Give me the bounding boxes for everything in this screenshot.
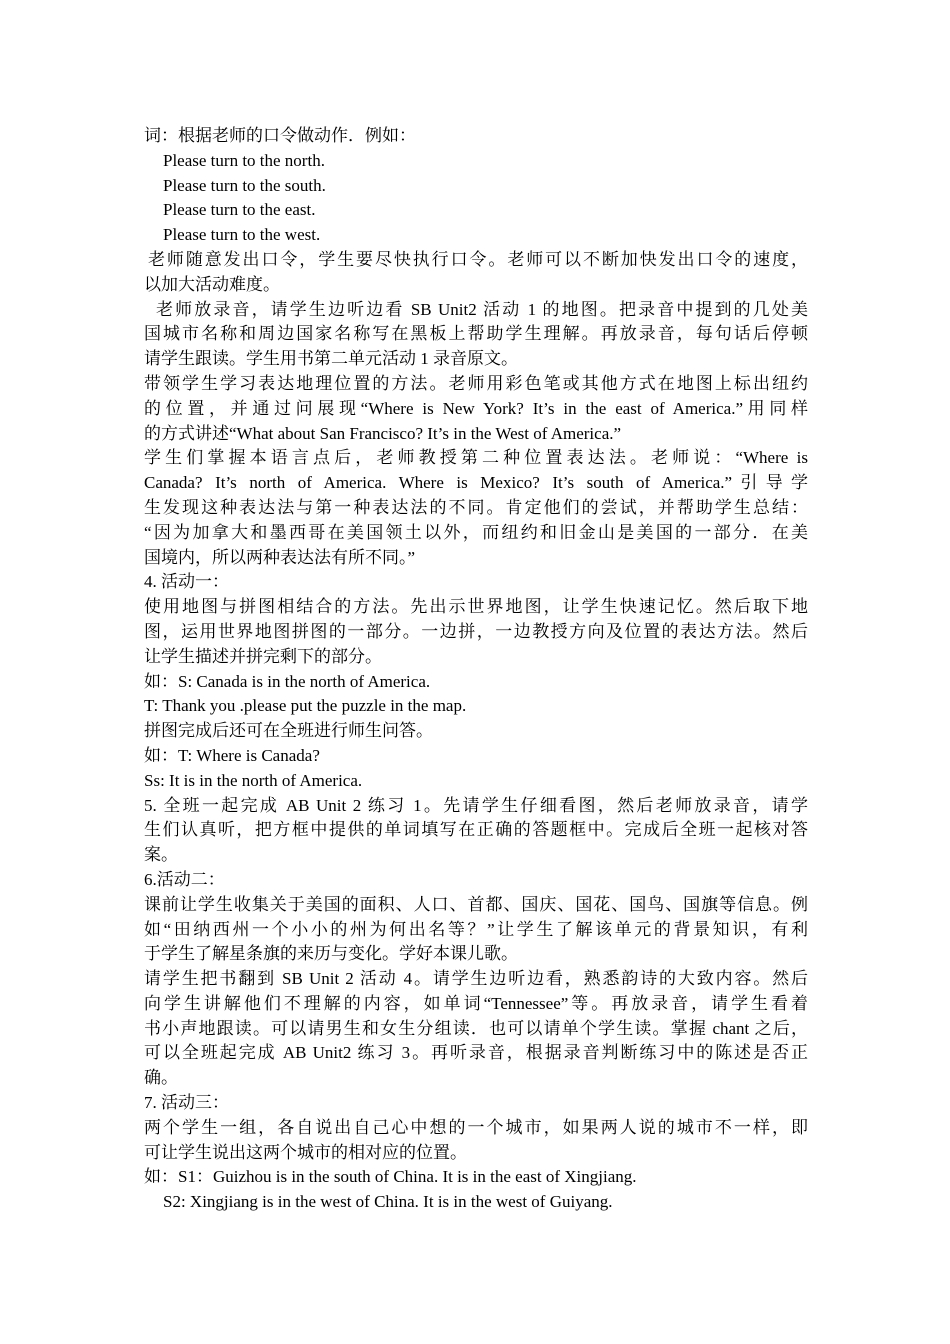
text-line: 国境内，所以两种表达法有所不同。”	[144, 547, 416, 567]
text-line: 生发现这种表达法与第一种表达法的不同。肯定他们的尝试，并帮助学生总结：	[144, 497, 808, 517]
text-line: 带领学生学习表达地理位置的方法。老师用彩色笔或其他方式在地图上标出纽约	[144, 373, 808, 393]
text-line: T: Thank you .please put the puzzle in the map.	[144, 696, 467, 716]
text-line: 确。	[144, 1068, 178, 1088]
text-line: Please turn to the east.	[163, 200, 316, 220]
text-line: 拼图完成后还可在全班进行师生问答。	[144, 721, 433, 741]
text-line: 课前让学生收集关于美国的面积、人口、首都、国庆、国花、国鸟、国旗等信息。例	[144, 894, 808, 914]
text-line: “因为加拿大和墨西哥在美国领土以外，而纽约和旧金山是美国的一部分．在美	[144, 522, 808, 542]
text-line: Please turn to the south.	[163, 175, 326, 195]
text-line: Canada? It’s north of America. Where is Mexico? It’s south of America.”引导学	[144, 473, 808, 493]
text-line: 书小声地跟读。可以请男生和女生分组读．也可以请单个学生读。掌握 chant 之后，	[144, 1018, 808, 1038]
section-heading: 6.活动二：	[144, 869, 225, 889]
text-line: 的方式讲述“What about San Francisco? It’s in the West of America.”	[144, 423, 622, 443]
text-line: 的位置，并通过问展现“Where is New York? It’s in the east of America.”用同样	[144, 398, 808, 418]
document-body	[144, 124, 808, 1215]
text-line: 请学生跟读。学生用书第二单元活动 1 录音原文。	[144, 349, 518, 369]
text-line: 可以全班起完成 AB Unit2 练习 3。再听录音，根据录音判断练习中的陈述是否正	[144, 1043, 808, 1063]
text-line: 于学生了解星条旗的来历与变化。学好本课儿歌。	[144, 944, 518, 964]
text-line: 老师放录音，请学生边听边看 SB Unit2 活动 1 的地图。把录音中提到的几处美	[156, 299, 808, 319]
text-line: 使用地图与拼图相结合的方法。先出示世界地图，让学生快速记忆。然后取下地	[144, 597, 808, 617]
text-line: 如“田纳西州一个小小的州为何出名等？”让学生了解该单元的背景知识，有利	[144, 919, 808, 939]
text-line: 向学生讲解他们不理解的内容，如单词“Tennessee”等。再放录音，请学生看着	[144, 993, 808, 1013]
text-line: Please turn to the north.	[163, 150, 325, 170]
text-line: 两个学生一组，各自说出自己心中想的一个城市，如果两人说的城市不一样，即	[144, 1117, 808, 1137]
text-line: Ss: It is in the north of America.	[144, 770, 363, 790]
text-line: 案。	[144, 845, 178, 865]
text-line: Please turn to the west.	[163, 225, 321, 245]
text-line: 国城市名称和周边国家名称写在黑板上帮助学生理解。再放录音，每句话后停顿	[144, 324, 808, 344]
text-line: 请学生把书翻到 SB Unit 2 活动 4。请学生边听边看，熟悉韵诗的大致内容。然后	[144, 969, 808, 989]
section-heading: 4. 活动一：	[144, 572, 229, 592]
text-line: 生们认真听，把方框中提供的单词填写在正确的答题框中。完成后全班一起核对答	[144, 820, 808, 840]
text-line: 词：根据老师的口令做动作．例如：	[144, 126, 416, 145]
text-line: 以加大活动难度。	[144, 274, 280, 294]
section-heading: 7. 活动三：	[144, 1093, 229, 1113]
text-line: 如：T: Where is Canada?	[144, 745, 320, 765]
text-line: 老师随意发出口令，学生要尽快执行口令。老师可以不断加快发出口令的速度，	[148, 249, 808, 269]
text-line: S2: Xingjiang is in the west of China. It is in the west of Guiyang.	[163, 1192, 613, 1212]
text-line: 5. 全班一起完成 AB Unit 2 练习 1。先请学生仔细看图，然后老师放录音，请学	[144, 795, 808, 815]
text-line: 如：S1：Guizhou is in the south of China. It is in the east of Xingjiang.	[144, 1167, 637, 1187]
text-line: 如：S: Canada is in the north of America.	[144, 671, 431, 691]
text-line: 可让学生说出这两个城市的相对应的位置。	[144, 1142, 467, 1162]
text-line: 让学生描述并拼完剩下的部分。	[144, 646, 382, 666]
text-line: 学生们掌握本语言点后，老师教授第二种位置表达法。老师说：“Where is	[144, 448, 808, 468]
text-line: 图，运用世界地图拼图的一部分。一边拼，一边教授方向及位置的表达方法。然后	[144, 621, 808, 641]
